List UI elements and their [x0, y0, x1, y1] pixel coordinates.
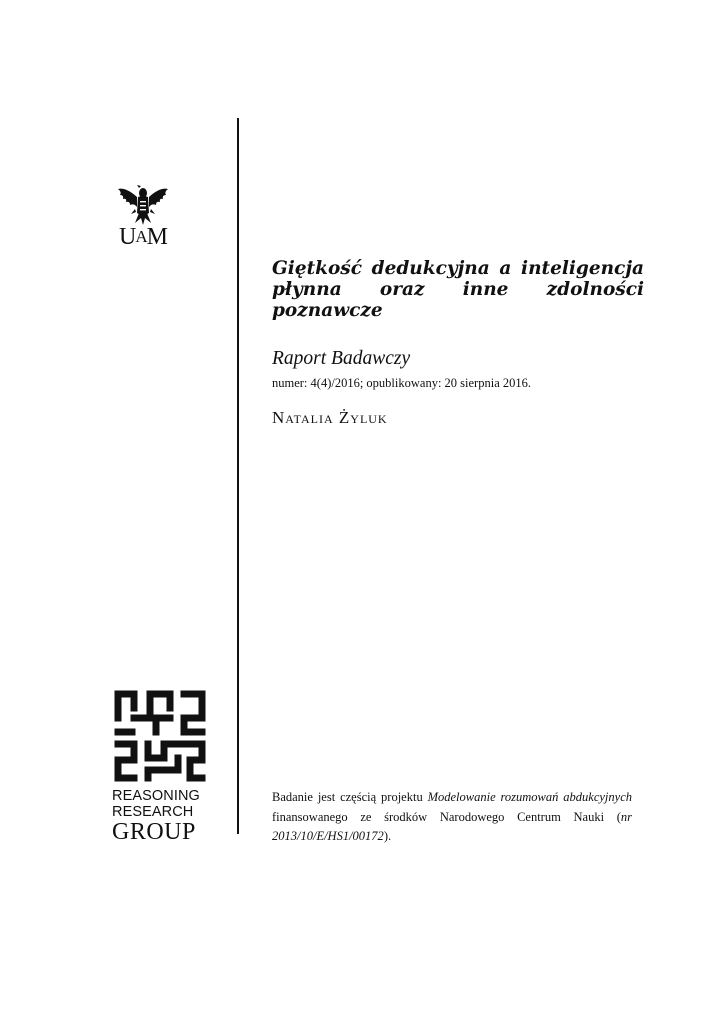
rrg-logo — [112, 688, 212, 844]
rrg-line-2: RESEARCH — [112, 803, 194, 820]
uam-logo — [112, 183, 174, 253]
rrg-line-3: GROUP — [112, 819, 196, 845]
project-name: Modelowanie rozumowań abdukcyjnych — [427, 790, 632, 804]
rrg-line-1: REASONING — [112, 788, 200, 804]
funding-text-3: ). — [383, 829, 392, 843]
funding-text-2: finansowanego ze środków Narodowego Centrum Nauki ( — [272, 809, 621, 824]
vertical-divider — [237, 118, 239, 834]
report-title: Giętkość dedukcyjna a inteligencja płynna oraz inne zdolności poznawcze — [272, 258, 644, 321]
funding-note — [272, 788, 632, 847]
funding-text-1: Badanie jest częścią projektu — [272, 790, 428, 804]
uam-wordmark: UAM — [119, 224, 167, 250]
publication-info: numer: 4(4)/2016; opublikowany: 20 sierpnia 2016. — [272, 376, 531, 390]
author-name: Natalia Żyluk — [272, 408, 388, 427]
maze-icon — [112, 688, 208, 784]
eagle-icon — [112, 183, 174, 227]
report-type: Raport Badawczy — [272, 348, 411, 369]
grant-number: nr 2013/10/E/HS1/00172 — [272, 809, 632, 843]
